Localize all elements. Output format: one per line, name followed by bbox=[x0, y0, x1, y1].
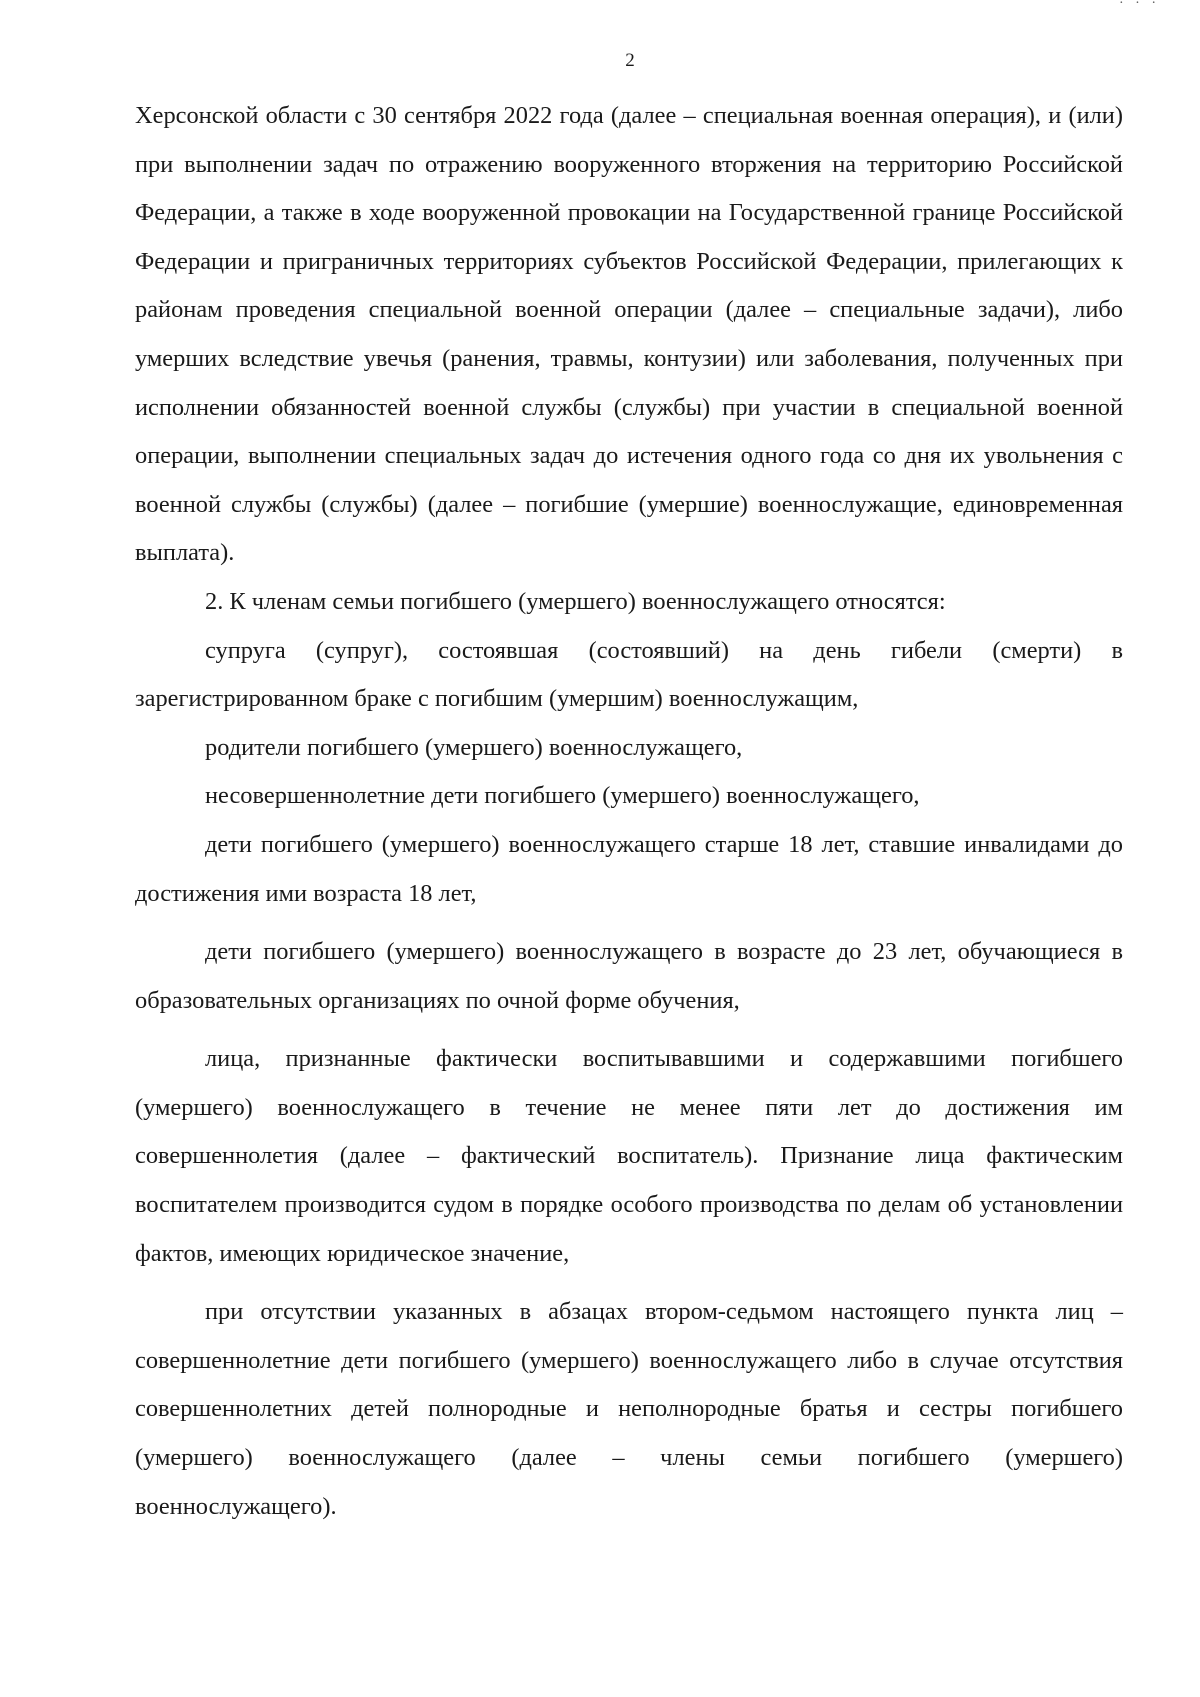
spacer bbox=[135, 918, 1123, 928]
paragraph-actual-guardian: лица, признанные фактически воспитывавшими и содержавшими погибшего (умершего) военнослужащего в течение не менее пяти лет до достижения им совершеннолетия (далее – фактический воспитатель). Признание лица фактическим воспитателем производится судом в порядке особого производства по делам об установлении фактов, имеющих юридическое значение, bbox=[135, 1045, 1123, 1267]
paragraph-parents: родители погибшего (умершего) военнослужащего, bbox=[205, 733, 743, 761]
paragraph-minor-children: несовершеннолетние дети погибшего (умершего) военнослужащего, bbox=[205, 782, 920, 810]
paragraph-student-children: дети погибшего (умершего) военнослужащего в возрасте до 23 лет, обучающиеся в образовательных организациях по очной форме обучения, bbox=[135, 938, 1123, 1014]
paragraph-item-2-heading: 2. К членам семьи погибшего (умершего) военнослужащего относятся: bbox=[205, 587, 946, 615]
paragraph-disabled-children: дети погибшего (умершего) военнослужащего старше 18 лет, ставшие инвалидами до достижения ими возраста 18 лет, bbox=[135, 830, 1123, 907]
paragraph-spouse: супруга (супруг), состоявшая (состоявший) на день гибели (смерти) в зарегистрированном браке с погибшим (умершим) военнослужащим, bbox=[135, 636, 1123, 713]
spacer bbox=[135, 1278, 1123, 1288]
paragraph-continuation: Херсонской области с 30 сентября 2022 года (далее – специальная военная операция), и (или) при выполнении задач по отражению вооруженного вторжения на территорию Российской Федерации, а также в ходе вооруженной провокации на Государственной границе Российской Федерации и приграничных территориях субъектов Российской Федерации, прилегающих к районам проведения специальной военной операции (далее – специальные задачи), либо умерших вследствие увечья (ранения, травмы, контузии) или заболевания, полученных при исполнении обязанностей военной службы (службы) при участии в специальной военной операции, выполнении специальных задач до истечения одного года со дня их увольнения с военной службы (службы) (далее – погибшие (умершие) военнослужащие, единовременная выплата). bbox=[135, 102, 1123, 567]
document-body bbox=[135, 92, 1123, 1531]
page-number: 2 bbox=[625, 50, 635, 71]
corner-mark: · · · bbox=[1119, 0, 1160, 11]
spacer bbox=[135, 1025, 1123, 1035]
paragraph-siblings: при отсутствии указанных в абзацах втором-седьмом настоящего пункта лиц – совершеннолетние дети погибшего (умершего) военнослужащего либо в случае отсутствия совершеннолетних детей полнородные и неполнородные братья и сестры погибшего (умершего) военнослужащего (далее – члены семьи погибшего (умершего) военнослужащего). bbox=[135, 1298, 1123, 1520]
